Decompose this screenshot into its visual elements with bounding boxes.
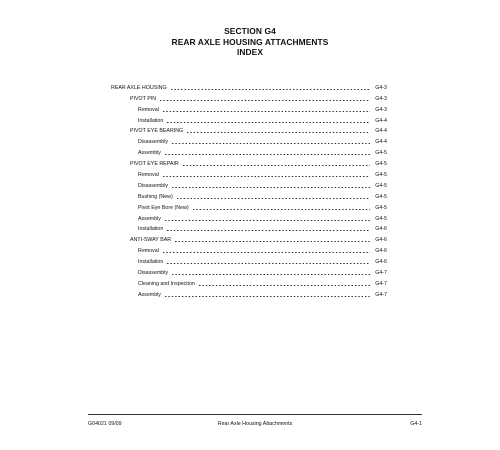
index-entry — [111, 113, 387, 124]
index-entry-label: PIVOT EYE REPAIR — [130, 161, 179, 168]
index-entry-label: Disassembly — [138, 139, 169, 146]
index-entry — [111, 91, 387, 102]
index-entry — [111, 102, 387, 113]
index-entry-page: G4-5 — [375, 182, 387, 189]
dot-leader — [176, 198, 370, 199]
index-entry — [111, 167, 387, 178]
section-header — [0, 26, 500, 58]
index-entry — [111, 243, 387, 254]
index-entry — [111, 265, 387, 276]
index-entry-label: ANTI-SWAY BAR — [130, 237, 172, 244]
index-entry-page: G4-4 — [375, 128, 387, 135]
index-entry-label: REAR AXLE HOUSING — [111, 84, 167, 91]
index-entry — [111, 80, 387, 91]
index-entry-page: G4-7 — [375, 270, 387, 277]
index-entry-page: G4-5 — [375, 172, 387, 179]
dot-leader — [174, 241, 370, 242]
dot-leader — [162, 111, 370, 112]
dot-leader — [159, 100, 370, 101]
dot-leader — [198, 285, 370, 286]
index-entry-label: Installation — [138, 259, 164, 266]
index-entry — [111, 134, 387, 145]
section-number: SECTION G4 — [224, 26, 276, 36]
footer-doc-code: G04021 09/09 — [88, 421, 122, 427]
index-entry-label: Assembly — [138, 215, 161, 222]
index-entry — [111, 200, 387, 211]
dot-leader — [192, 209, 370, 210]
index-entry-page: G4-5 — [375, 193, 387, 200]
dot-leader — [186, 132, 370, 133]
index-entry — [111, 124, 387, 135]
index-entry-page: G4-3 — [375, 106, 387, 113]
dot-leader — [170, 89, 370, 90]
index-entry-label: Cleaning and Inspection — [138, 280, 195, 287]
dot-leader — [166, 263, 370, 264]
index-entry — [111, 189, 387, 200]
index-entry — [111, 178, 387, 189]
index-entry — [111, 145, 387, 156]
index-entry-page: G4-3 — [375, 84, 387, 91]
index-entry-page: G4-4 — [375, 139, 387, 146]
footer-page-number: G4-1 — [410, 421, 422, 427]
index-entry-page: G4-7 — [375, 291, 387, 298]
index-entry — [111, 276, 387, 287]
dot-leader — [182, 165, 370, 166]
index-entry — [111, 232, 387, 243]
dot-leader — [162, 176, 370, 177]
index-entry-label: PIVOT EYE BEARING — [130, 128, 184, 135]
dot-leader — [171, 187, 370, 188]
index-entry-label: Disassembly — [138, 270, 169, 277]
dot-leader — [166, 122, 370, 123]
index-entry — [111, 254, 387, 265]
dot-leader — [166, 230, 370, 231]
index-entry-page: G4-6 — [375, 226, 387, 233]
index-entry-label: Installation — [138, 117, 164, 124]
index-entry-page: G4-7 — [375, 280, 387, 287]
index-entry-label: Disassembly — [138, 182, 169, 189]
index-entry-page: G4-5 — [375, 150, 387, 157]
footer-rule — [88, 414, 422, 415]
index-entry-label: Bushing (New) — [138, 193, 173, 200]
section-title: REAR AXLE HOUSING ATTACHMENTS — [171, 36, 329, 47]
index-entry-label: Assembly — [138, 150, 161, 157]
index-entry-label: Assembly — [138, 291, 161, 298]
index-entry — [111, 287, 387, 298]
dot-leader — [164, 220, 370, 221]
index-entry-label: Removal — [138, 106, 159, 113]
index-entry-label: Removal — [138, 248, 159, 255]
index-entry — [111, 156, 387, 167]
dot-leader — [162, 252, 370, 253]
dot-leader — [171, 274, 370, 275]
index-entry-page: G4-6 — [375, 248, 387, 255]
index-entry-label: PIVOT PIN — [130, 95, 157, 102]
dot-leader — [164, 296, 370, 297]
index-entry-label: Installation — [138, 226, 164, 233]
index-entry-page: G4-6 — [375, 259, 387, 266]
dot-leader — [164, 154, 370, 155]
section-subtitle: INDEX — [236, 47, 264, 57]
index-list — [111, 80, 387, 298]
dot-leader — [171, 143, 370, 144]
index-entry-page: G4-5 — [375, 161, 387, 168]
index-entry-page: G4-5 — [375, 215, 387, 222]
index-entry-label: Removal — [138, 172, 159, 179]
index-entry-page: G4-4 — [375, 117, 387, 124]
index-entry-page: G4-3 — [375, 95, 387, 102]
index-entry-page: G4-5 — [375, 204, 387, 211]
index-entry — [111, 222, 387, 233]
footer-doc-title: Rear Axle Housing Attachments — [217, 421, 293, 427]
index-entry — [111, 211, 387, 222]
index-entry-label: Pivot Eye Bore (New) — [138, 204, 189, 211]
index-entry-page: G4-6 — [375, 237, 387, 244]
